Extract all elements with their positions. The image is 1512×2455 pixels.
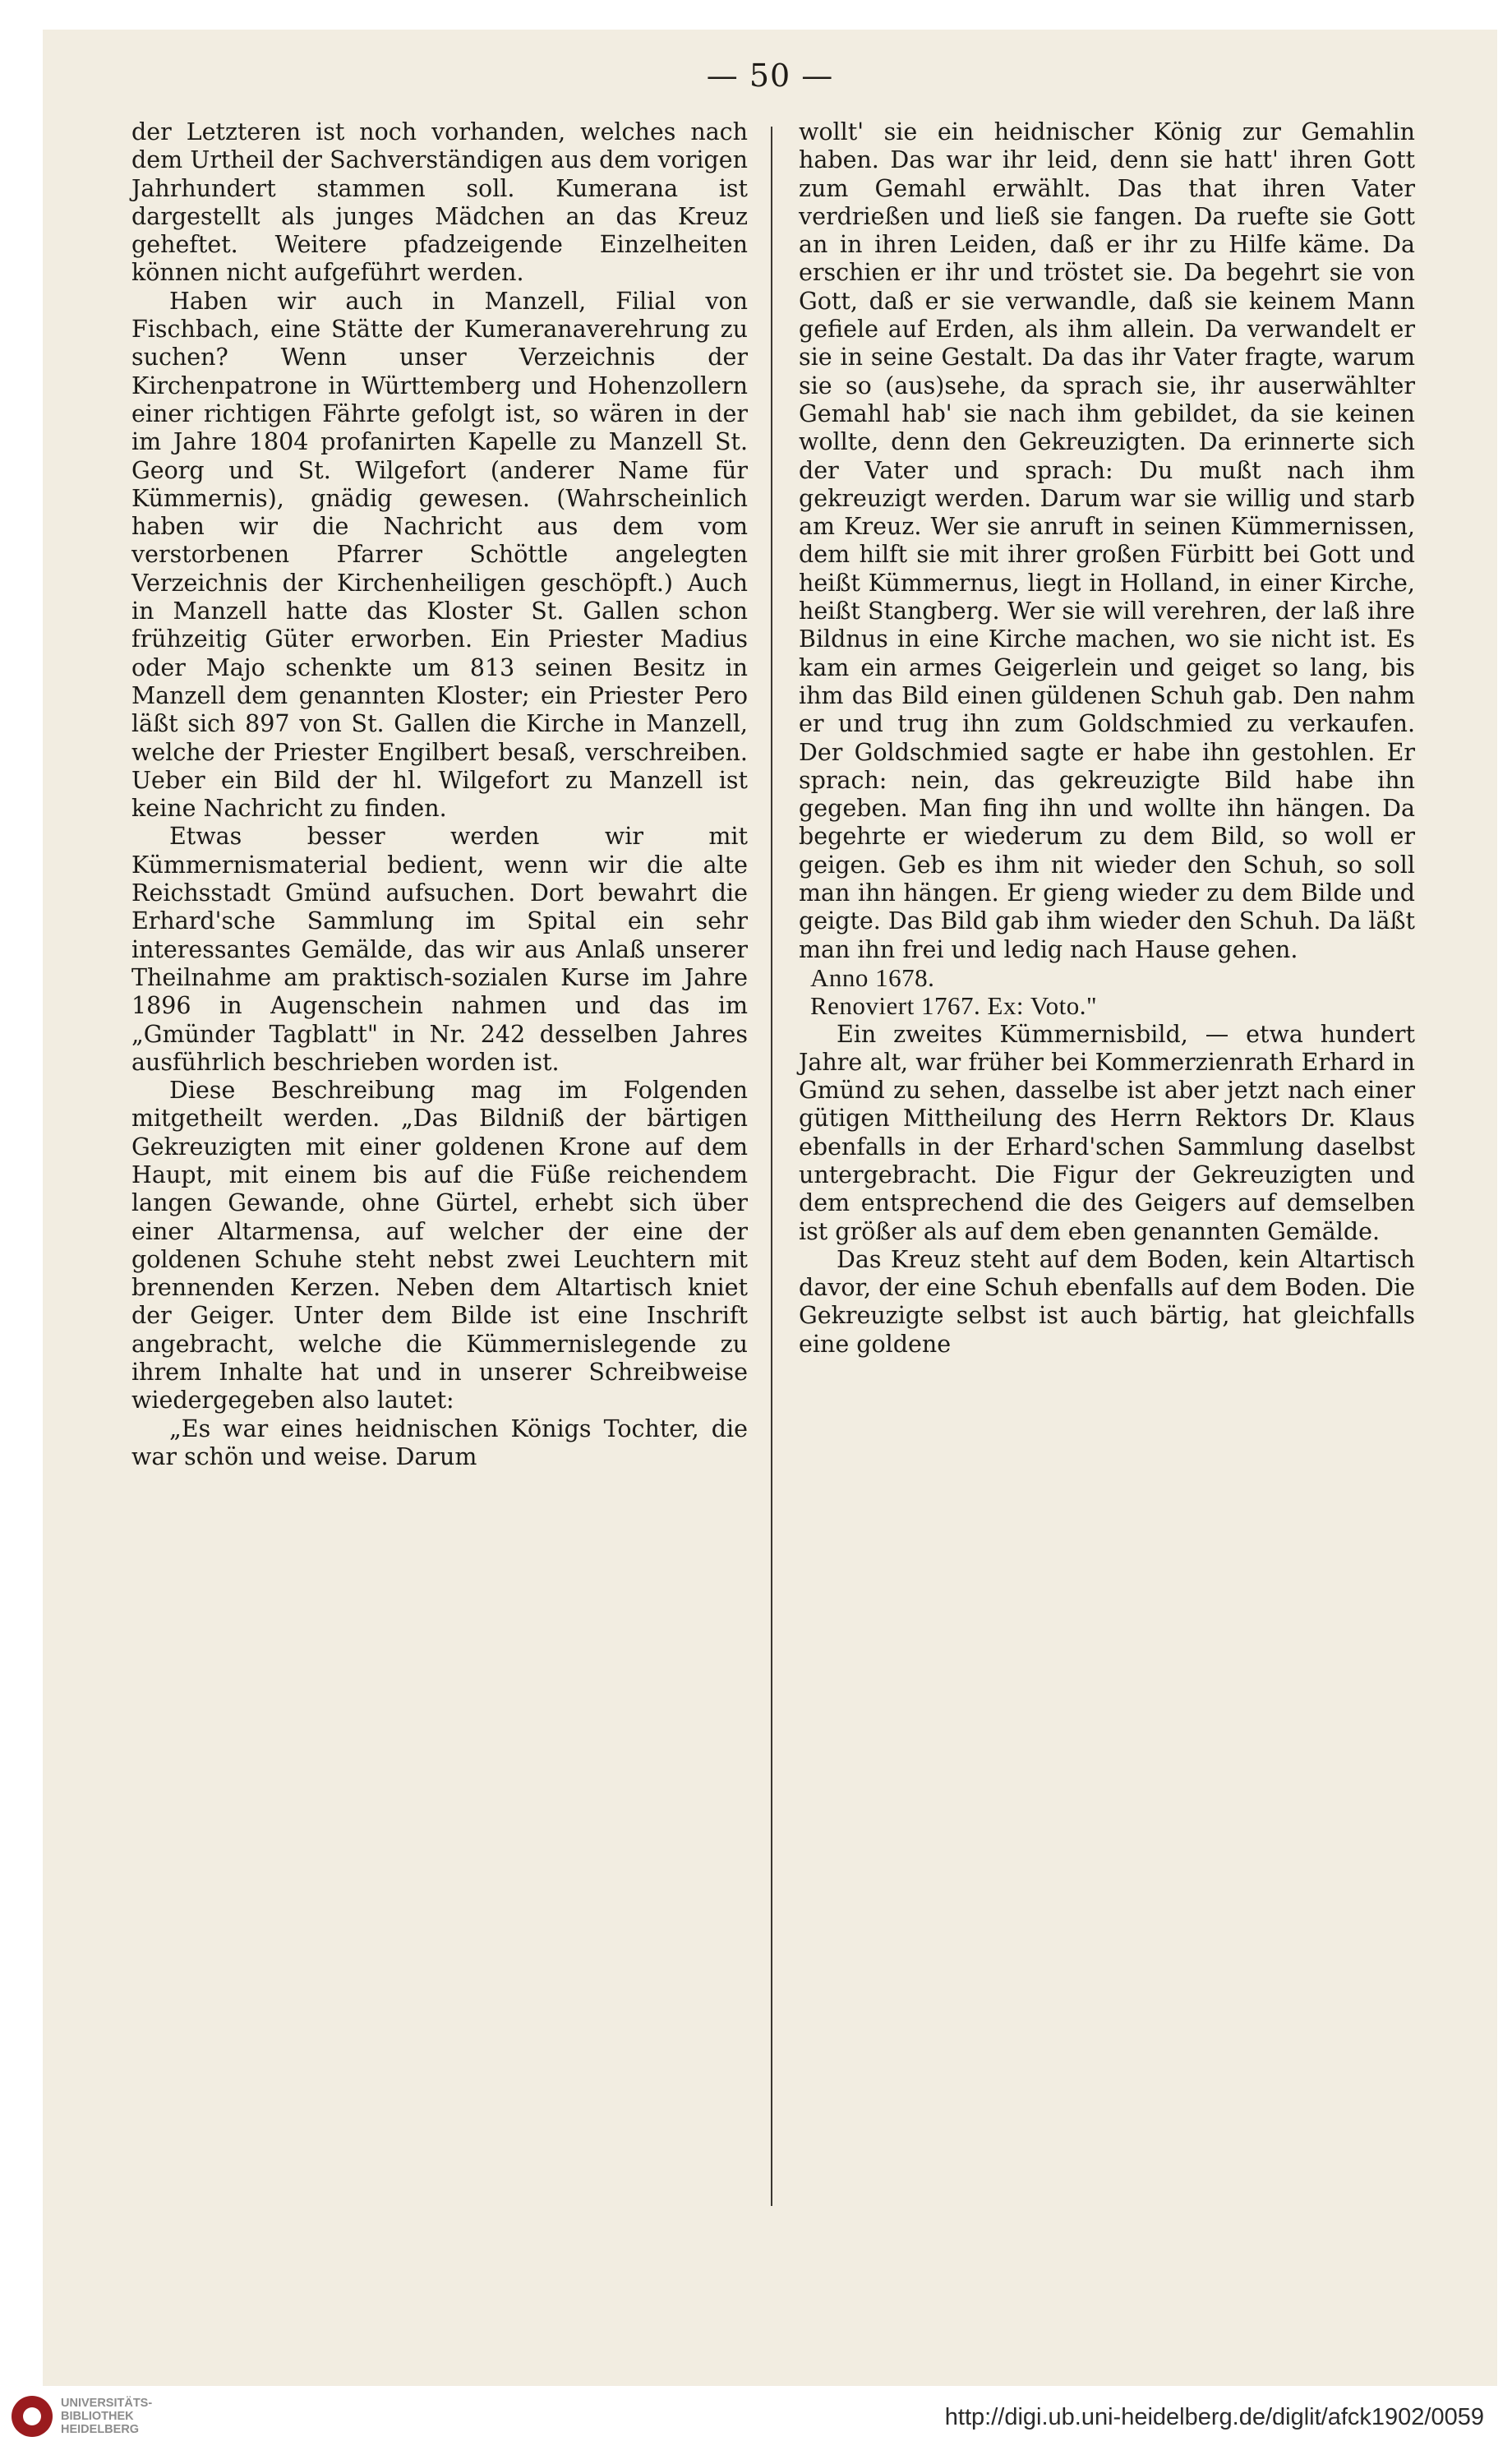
page-number: — 50 — [706, 58, 834, 94]
left-column [131, 118, 748, 1471]
right-paragraph-1: Ein zweites Kümmernisbild, — etwa hundert Jahre alt, war früher bei Kommerzienrath Erhard in Gmünd zu sehen, dasselbe ist aber jetzt nach einer gütigen Mittheilung des Herrn Rektors Dr. Klaus ebenfalls in der Erhard'schen Sammlung daselbst untergebracht. Die Figur der Gekreuzigten und dem entsprechend die des Geigers auf demselben ist größer als auf dem eben genannten Gemälde. [799, 1020, 1415, 1245]
university-library-logo[interactable] [12, 2396, 152, 2437]
left-paragraph-2: Haben wir auch in Manzell, Filial von Fischbach, eine Stätte der Kumeranaverehrung zu suchen? Wenn unser Verzeichnis der Kirchenpatrone in Württemberg und Hohenzollern einer richtigen Fährte gefolgt ist, so wären in der im Jahre 1804 profanirten Kapelle zu Manzell St. Georg und St. Wilgefort (anderer Name für Kümmernis), gnädig gewesen. (Wahrscheinlich haben wir die Nachricht aus dem vom verstorbenen Pfarrer Schöttle angelegten Verzeichnis der Kirchenheiligen geschöpft.) Auch in Manzell hatte das Kloster St. Gallen schon frühzeitig Güter erworben. Ein Priester Madius oder Majo schenkte um 813 seinen Besitz in Manzell dem genannten Kloster; ein Priester Pero läßt sich 897 von St. Gallen die Kirche in Manzell, welche der Priester Engilbert besaß, verschreiben. Ueber ein Bild der hl. Wilgefort zu Manzell ist keine Nachricht zu finden. [131, 287, 748, 823]
renoviert-line: Renoviert 1767. Ex: Voto." [810, 991, 1098, 1021]
left-paragraph-4: Diese Beschreibung mag im Folgenden mitgetheilt werden. „Das Bildniß der bärtigen Gekreuzigten mit einer goldenen Krone auf dem Haupt, mit einem bis auf die Füße reichendem langen Gewande, ohne Gürtel, erhebt sich über einer Altarmensa, auf welcher der eine der goldenen Schuhe steht nebst zwei Leuchtern mit brennenden Kerzen. Neben dem Altartisch kniet der Geiger. Unter dem Bilde ist eine Inschrift angebracht, welche die Kümmernislegende zu ihrem Inhalte hat und in unserer Schreibweise wiedergegeben also lautet: [131, 1077, 748, 1414]
column-divider [771, 127, 772, 2206]
permalink-url[interactable]: http://digi.ub.uni-heidelberg.de/diglit/afck1902/0059 [944, 2404, 1484, 2430]
scanned-page [43, 30, 1497, 2413]
logo-line-2: BIBLIOTHEK [61, 2410, 134, 2423]
right-continuation: wollt' sie ein heidnischer König zur Gemahlin haben. Das war ihr leid, denn sie hatt' ihren Gott zum Gemahl erwählt. Das that ihren Vater verdrießen und ließ sie fangen. Da ruefte sie Gott an in ihren Leiden, daß er ihr zu Hilfe käme. Da erschien er ihr und tröstet sie. Da begehrt sie von Gott, daß er sie verwandle, daß sie keinem Mann gefiele auf Erden, als ihm allein. Da verwandelt er sie in seine Gestalt. Da das ihr Vater fragte, warum sie so (aus)sehe, da sprach sie, ihr auserwählter Gemahl hab' sie nach ihm gebildet, da sie keinen wollte, denn den Gekreuzigten. Da erinnerte sich der Vater und sprach: Du mußt nach ihm gekreuzigt werden. Darum war sie willig und starb am Kreuz. Wer sie anruft in seinen Kümmernissen, dem hilft sie mit ihrer großen Fürbitt bei Gott und heißt Kümmernus, liegt in Holland, in einer Kirche, heißt Stangberg. Wer sie will verehren, der laß ihre Bildnus in eine Kirche machen, wo sie nicht ist. Es kam ein armes Geigerlein und geiget so lang, bis ihm das Bild einen güldenen Schuh gab. Den nahm er und trug ihn zum Goldschmied zu verkaufen. Der Goldschmied sagte er habe ihn gestohlen. Er sprach: nein, das gekreuzigte Bild habe ihn gegeben. Man fing ihn und wollte ihn hängen. Da begehrte er wiederum zu dem Bild, so woll er geigen. Geb es ihm nit wieder den Schuh, so soll man ihn hängen. Er gieng wieder zu dem Bilde und geigte. Das Bild gab ihm wieder den Schuh. Da läßt man ihn frei und ledig nach Hause gehen. [799, 118, 1415, 963]
left-paragraph-1: der Letzteren ist noch vorhanden, welches nach dem Urtheil der Sachverständigen aus dem vorigen Jahrhundert stammen soll. Kumerana ist dargestellt als junges Mädchen an das Kreuz geheftet. Weitere pfadzeigende Einzelheiten können nicht aufgeführt werden. [131, 118, 748, 287]
logo-line-1: UNIVERSITÄTS- [61, 2397, 153, 2410]
footer-bar [0, 2386, 1512, 2455]
logo-line-3: HEIDELBERG [61, 2423, 140, 2436]
right-paragraph-2: Das Kreuz steht auf dem Boden, kein Altartisch davor, der eine Schuh ebenfalls auf dem Boden. Die Gekreuzigte selbst ist auch bärtig, hat gleichfalls eine goldene [799, 1245, 1415, 1358]
seal-icon [12, 2396, 53, 2437]
anno-line: Anno 1678. [810, 962, 935, 992]
left-paragraph-3: Etwas besser werden wir mit Kümmernismaterial bedient, wenn wir die alte Reichsstadt Gmünd aufsuchen. Dort bewahrt die Erhard'sche Sammlung im Spital ein sehr interessantes Gemälde, das wir aus Anlaß unserer Theilnahme am praktisch-sozialen Kurse im Jahre 1896 in Augenschein nahmen und das im „Gmünder Tagblatt" in Nr. 242 desselben Jahres ausführlich beschrieben worden ist. [131, 823, 748, 1076]
right-column [799, 118, 1415, 1359]
left-paragraph-5: „Es war eines heidnischen Königs Tochter, die war schön und weise. Darum [131, 1414, 748, 1470]
logo-text [61, 2397, 152, 2436]
